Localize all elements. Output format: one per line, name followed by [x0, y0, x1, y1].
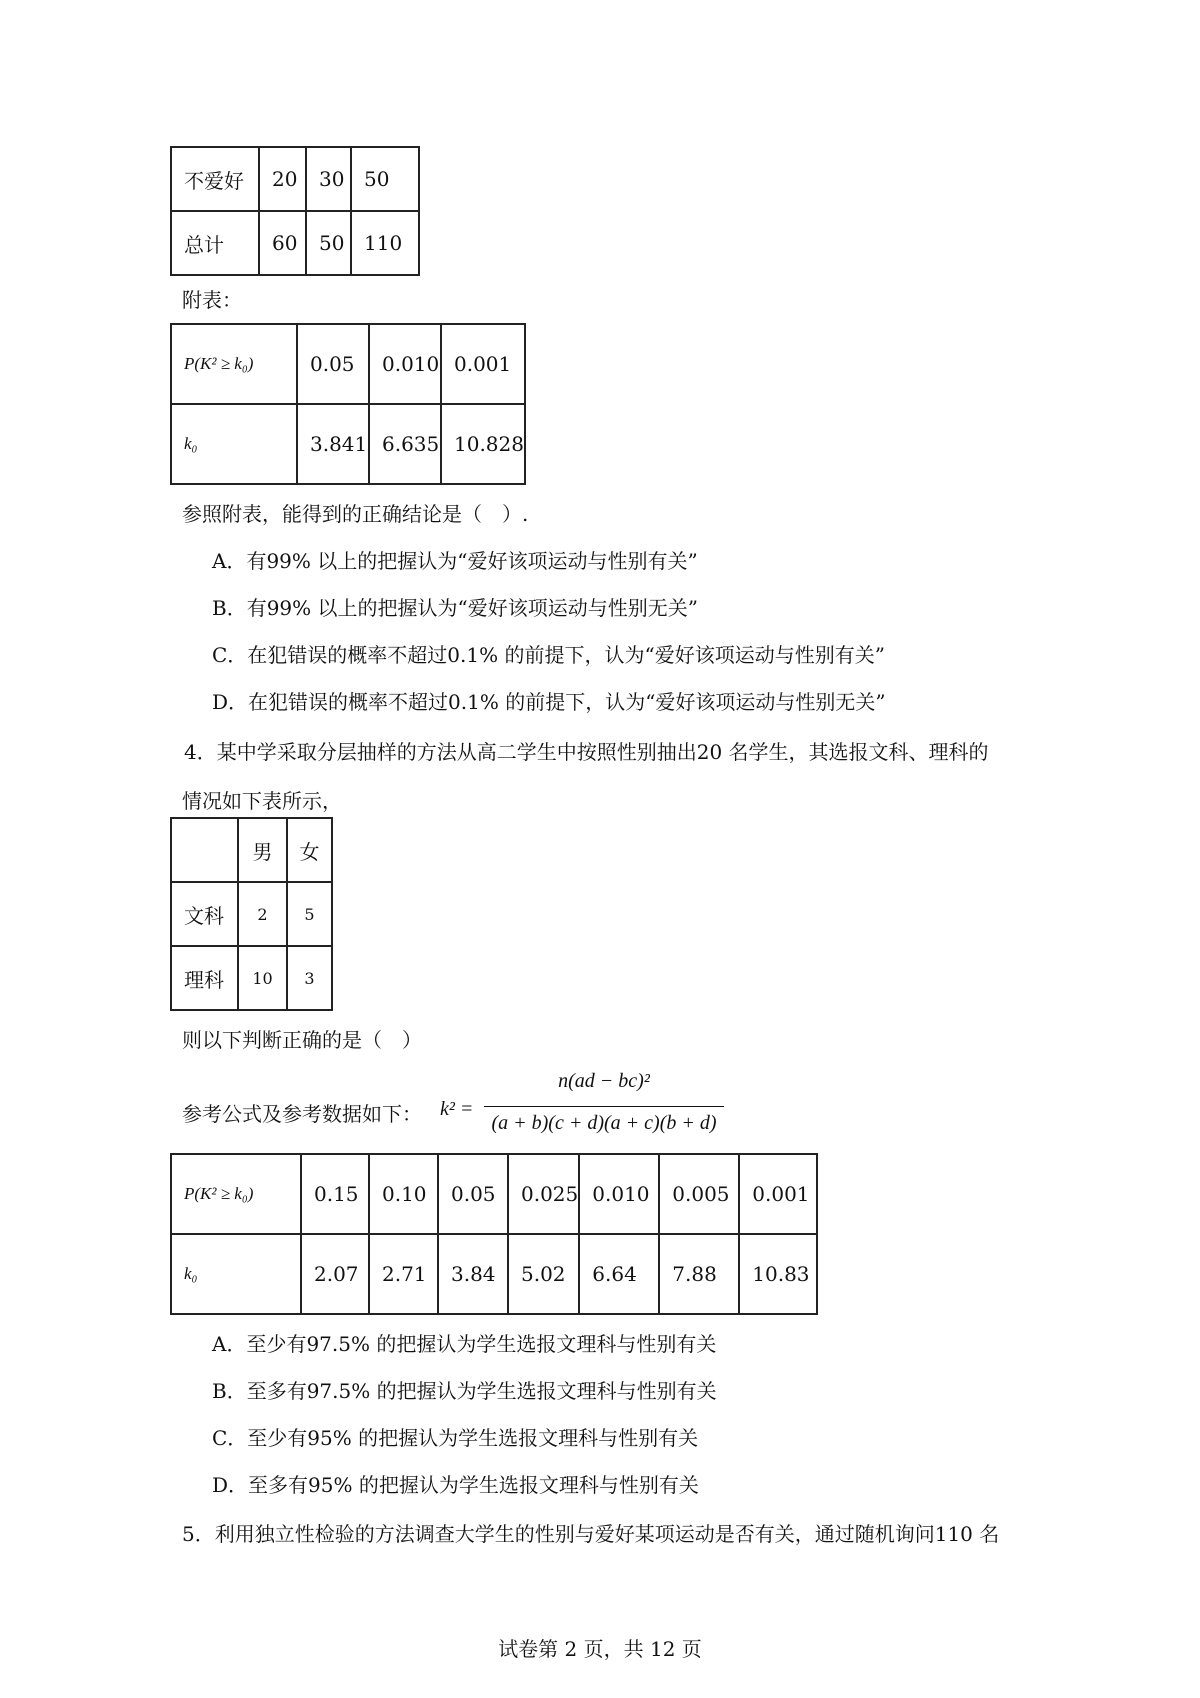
- cell: 3.841: [310, 432, 368, 456]
- cell: 0.10: [382, 1182, 427, 1206]
- formula-intro: 参考公式及参考数据如下：: [182, 1102, 422, 1126]
- row-label: 不爱好: [184, 168, 244, 193]
- table-header-row: [171, 818, 332, 882]
- cell: 0.05: [451, 1182, 496, 1206]
- cell: 5.02: [521, 1262, 566, 1286]
- cell: 10.828: [454, 432, 524, 456]
- q4-option-d: D．至多有95% 的把握认为学生选报文理科与性别有关: [212, 1473, 699, 1497]
- q4-option-a: A．至少有97.5% 的把握认为学生选报文理科与性别有关: [212, 1332, 717, 1356]
- cell: 10: [252, 968, 273, 988]
- cell: 50: [319, 231, 345, 255]
- table-row: [171, 946, 332, 1010]
- cell: 6.64: [592, 1262, 637, 1286]
- table-row: [171, 324, 525, 404]
- table-critical-values-short: [170, 323, 526, 485]
- table-row: [171, 1154, 817, 1234]
- table-row: [171, 1234, 817, 1314]
- cell: 0.05: [310, 352, 355, 376]
- appendix-label: 附表：: [182, 288, 242, 312]
- table-row: [171, 211, 419, 275]
- page-footer: 试卷第 2 页，共 12 页: [498, 1637, 702, 1661]
- q4-stem-line2: 情况如下表所示，: [182, 789, 342, 813]
- cell: 3.84: [451, 1262, 496, 1286]
- row-label: 总计: [184, 232, 224, 257]
- cell: 7.88: [672, 1262, 717, 1286]
- table-subject-gender: [170, 817, 333, 1011]
- cell: 5: [304, 904, 315, 924]
- q3-option-a: A．有99% 以上的把握认为“爱好该项运动与性别有关”: [212, 549, 698, 573]
- cell: 20: [272, 167, 298, 191]
- cell: 0.025: [521, 1182, 579, 1206]
- q4-option-b: B．至多有97.5% 的把握认为学生选报文理科与性别有关: [212, 1379, 717, 1403]
- formula-denominator: (a + b)(c + d)(a + c)(b + d): [491, 1112, 717, 1134]
- cell: 2: [257, 904, 268, 924]
- table-gender-hobby-continued: [170, 146, 420, 276]
- q4-option-c: C．至少有95% 的把握认为学生选报文理科与性别有关: [212, 1426, 699, 1450]
- cell: 2.07: [314, 1262, 359, 1286]
- table-row: [171, 147, 419, 211]
- cell: 110: [364, 231, 403, 255]
- q3-option-d: D．在犯错误的概率不超过0.1% 的前提下，认为“爱好该项运动与性别无关”: [212, 690, 886, 714]
- fraction-bar: [484, 1106, 724, 1107]
- header-cell: 男: [252, 839, 273, 864]
- row-label: 文科: [184, 903, 224, 928]
- q3-prompt: 参照附表，能得到的正确结论是（ ）.: [182, 502, 529, 526]
- row-label: P(K² ≥ k₀): [184, 1184, 254, 1203]
- cell: 2.71: [382, 1262, 427, 1286]
- row-label: k₀: [184, 1264, 198, 1283]
- table-row: [171, 404, 525, 484]
- formula-numerator: n(ad − bc)²: [558, 1070, 650, 1092]
- cell: 10.83: [752, 1262, 810, 1286]
- table-row: [171, 882, 332, 946]
- q3-option-b: B．有99% 以上的把握认为“爱好该项运动与性别无关”: [212, 596, 698, 620]
- cell: 0.001: [752, 1182, 810, 1206]
- cell: 30: [319, 167, 345, 191]
- cell: 6.635: [382, 432, 440, 456]
- cell: 0.010: [592, 1182, 650, 1206]
- q3-option-c: C．在犯错误的概率不超过0.1% 的前提下，认为“爱好该项运动与性别有关”: [212, 643, 885, 667]
- header-cell: 女: [299, 839, 320, 864]
- row-label: k₀: [184, 434, 198, 453]
- cell: 3: [304, 968, 315, 988]
- row-label: 理科: [184, 967, 224, 992]
- formula-lhs: k² =: [440, 1098, 474, 1120]
- q4-question: 则以下判断正确的是（ ）: [182, 1028, 422, 1052]
- cell: 60: [272, 231, 298, 255]
- cell: 0.005: [672, 1182, 730, 1206]
- cell: 0.001: [454, 352, 512, 376]
- row-label: P(K² ≥ k₀): [184, 354, 254, 373]
- cell: 0.15: [314, 1182, 359, 1206]
- q5-stem-line1: 5．利用独立性检验的方法调查大学生的性别与爱好某项运动是否有关，通过随机询问110 名: [182, 1522, 1000, 1546]
- table-critical-values-full: [170, 1153, 818, 1315]
- cell: 50: [364, 167, 390, 191]
- cell: 0.010: [382, 352, 440, 376]
- q4-stem-line1: 4．某中学采取分层抽样的方法从高二学生中按照性别抽出20 名学生，其选报文科、理科的: [184, 740, 989, 764]
